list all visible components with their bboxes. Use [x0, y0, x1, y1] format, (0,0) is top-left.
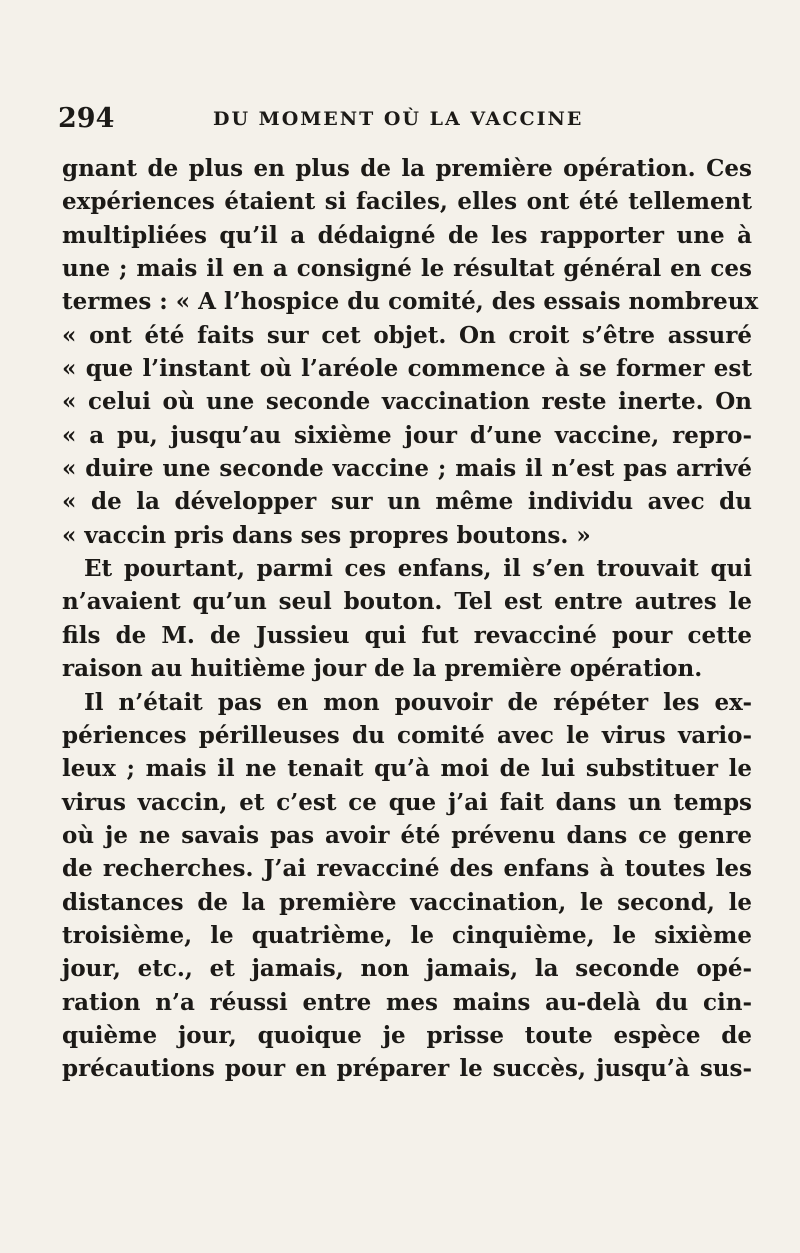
text-line: gnant de plus en plus de la première opération. Ces [62, 155, 752, 182]
body-text [62, 152, 759, 1086]
text-line: où je ne savais pas avoir été prévenu dans ce genre [62, 821, 752, 849]
text-line: « de la développer sur un même individu avec du [62, 488, 752, 516]
text-line: Il n’était pas en mon pouvoir de répéter les ex- [84, 688, 752, 716]
text-line: « vaccin pris dans ses propres boutons. » [62, 521, 591, 549]
text-line: ration n’a réussi entre mes mains au-delà du cin- [62, 988, 752, 1016]
text-line: distances de la première vaccination, le second, le [62, 888, 752, 916]
text-line: n’avaient qu’un seul bouton. Tel est entre autres le [62, 588, 752, 616]
text-line: « que l’instant où l’aréole commence à se former est [62, 355, 752, 383]
text-line: périences périlleuses du comité avec le virus vario- [62, 721, 752, 749]
text-line: Et pourtant, parmi ces enfans, il s’en trouvait qui [84, 555, 752, 583]
text-line: troisième, le quatrième, le cinquième, le sixième [62, 921, 752, 949]
text-line: termes : « A l’hospice du comité, des essais nombreux [62, 288, 759, 316]
text-line: raison au huitième jour de la première opération. [62, 655, 703, 683]
text-line: expériences étaient si faciles, elles ont été tellement [62, 188, 752, 216]
text-line: de recherches. J’ai revacciné des enfans à toutes les [62, 855, 752, 883]
text-line: multipliées qu’il a dédaigné de les rapporter une à [62, 221, 752, 249]
text-line: une ; mais il en a consigné le résultat général en ces [62, 255, 752, 283]
text-line: précautions pour en préparer le succès, jusqu’à sus- [62, 1055, 752, 1083]
text-line: fils de M. de Jussieu qui fut revacciné pour cette [62, 621, 752, 649]
text-line: leux ; mais il ne tenait qu’à moi de lui substituer le [62, 755, 752, 783]
text-line: « ont été faits sur cet objet. On croit s’être assuré [62, 321, 752, 349]
text-line: « celui où une seconde vaccination reste inerte. On [62, 388, 752, 416]
text-line: virus vaccin, et c’est ce que j’ai fait dans un temps [62, 788, 752, 816]
text-line: quième jour, quoique je prisse toute espèce de [62, 1021, 752, 1049]
page-number: 294 [58, 103, 115, 134]
text-line: « a pu, jusqu’au sixième jour d’une vaccine, repro- [62, 421, 752, 449]
text-line: jour, etc., et jamais, non jamais, la seconde opé- [62, 955, 752, 983]
text-line: « duire une seconde vaccine ; mais il n’est pas arrivé [62, 455, 752, 483]
running-title: DU MOMENT OÙ LA VACCINE [213, 108, 584, 130]
running-header [58, 102, 758, 136]
